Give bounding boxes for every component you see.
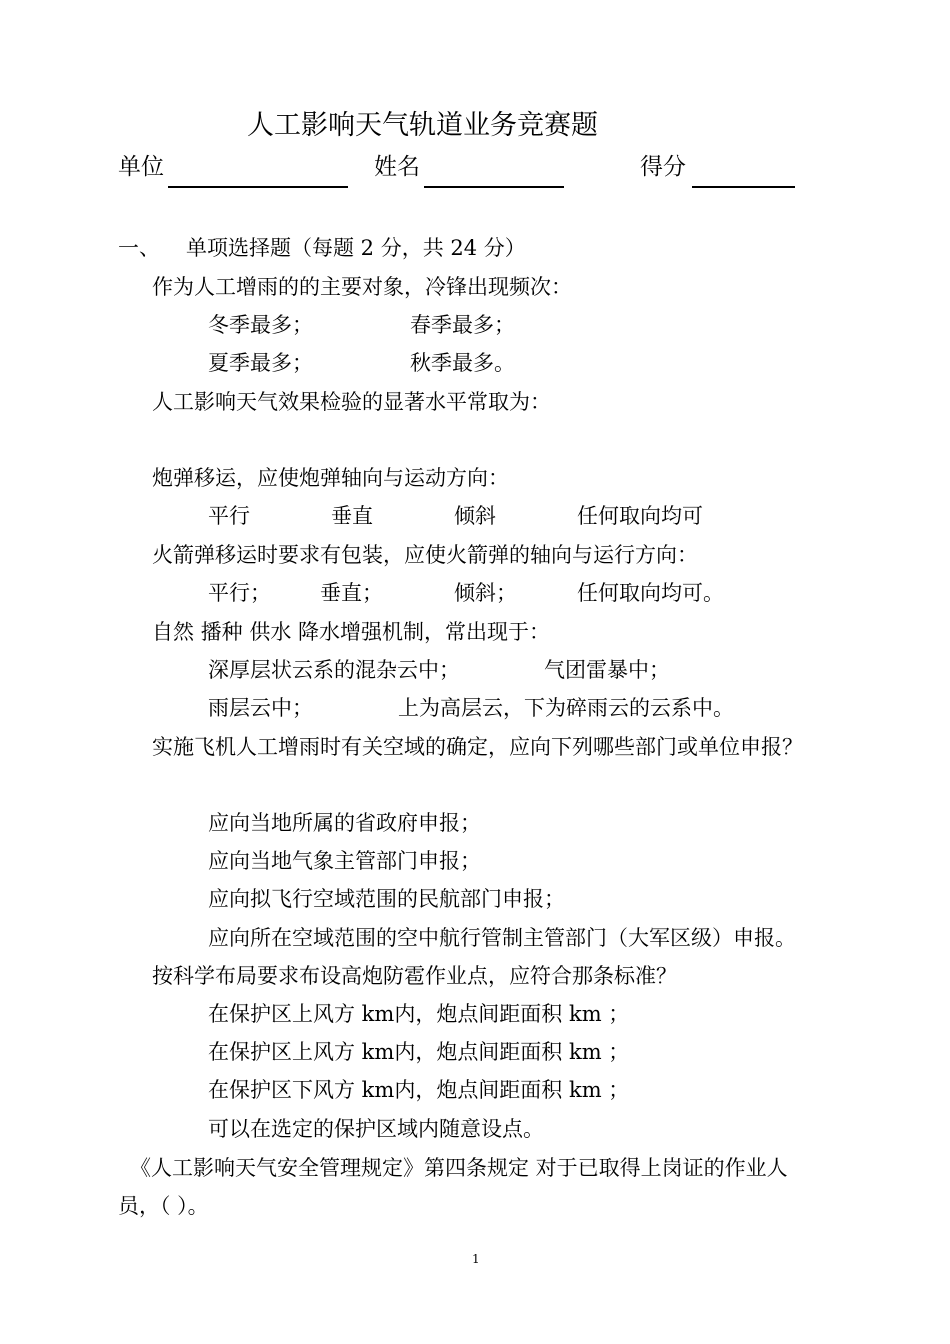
score-label: 得分	[640, 154, 686, 180]
question-6-option: 应向当地所属的省政府申报；	[208, 811, 481, 835]
question-6-stem: 实施飞机人工增雨时有关空域的确定，应向下列哪些部门或单位申报？	[152, 735, 803, 759]
question-5-option: 深厚层状云系的混杂云中；	[208, 658, 460, 682]
question-2-stem: 人工影响天气效果检验的显著水平常取为：	[152, 390, 551, 414]
question-7-option: 在保护区上风方 km内，炮点间距面积 km ；	[208, 1040, 630, 1064]
question-4-stem: 火箭弹移运时要求有包装，应使火箭弹的轴向与运行方向：	[152, 543, 698, 567]
page-number: 1	[472, 1252, 480, 1266]
question-7-option: 在保护区下风方 km内，炮点间距面积 km ；	[208, 1078, 630, 1102]
question-1-option: 春季最多；	[410, 313, 515, 337]
question-3-option: 倾斜	[454, 504, 496, 528]
question-5-option: 气团雷暴中；	[544, 658, 670, 682]
score-blank-line[interactable]	[692, 186, 795, 188]
question-3-stem: 炮弹移运，应使炮弹轴向与运动方向：	[152, 466, 509, 490]
unit-label: 单位	[118, 154, 164, 180]
question-6-option: 应向当地气象主管部门申报；	[208, 849, 481, 873]
question-3-option: 任何取向均可	[577, 504, 703, 528]
question-4-option: 平行；	[208, 581, 271, 605]
question-5-stem: 自然 播种 供水 降水增强机制，常出现于：	[152, 620, 551, 644]
question-4-option: 倾斜；	[454, 581, 517, 605]
section-number: 一、	[118, 236, 160, 260]
question-3-option: 垂直	[331, 504, 373, 528]
name-label: 姓名	[374, 154, 420, 180]
question-7-option: 可以在选定的保护区域内随意设点。	[208, 1117, 544, 1141]
name-blank-line[interactable]	[424, 186, 564, 188]
question-6-option: 应向拟飞行空域范围的民航部门申报；	[208, 887, 565, 911]
question-5-option: 雨层云中；	[208, 696, 313, 720]
question-3-option: 平行	[208, 504, 250, 528]
question-1-option: 冬季最多；	[208, 313, 313, 337]
question-4-option: 垂直；	[320, 581, 383, 605]
unit-blank-line[interactable]	[168, 186, 348, 188]
question-4-option: 任何取向均可。	[577, 581, 724, 605]
question-1-option: 秋季最多。	[410, 351, 515, 375]
question-7-stem: 按科学布局要求布设高炮防雹作业点，应符合那条标准？	[152, 964, 677, 988]
question-7-option: 在保护区上风方 km内，炮点间距面积 km ；	[208, 1002, 630, 1026]
section-heading: 单项选择题（每题 2 分，共 24 分）	[186, 236, 526, 260]
question-8-stem-line1: 《人工影响天气安全管理规定》第四条规定 对于已取得上岗证的作业人	[130, 1156, 788, 1180]
question-1-option: 夏季最多；	[208, 351, 313, 375]
page-title: 人工影响天气轨道业务竞赛题	[247, 110, 598, 141]
question-8-stem-line2: 员，（ ）。	[118, 1194, 209, 1218]
question-6-option: 应向所在空域范围的空中航行管制主管部门（大军区级）申报。	[208, 926, 796, 950]
question-5-option: 上为高层云，下为碎雨云的云系中。	[398, 696, 734, 720]
question-1-stem: 作为人工增雨的的主要对象，冷锋出现频次：	[152, 275, 572, 299]
